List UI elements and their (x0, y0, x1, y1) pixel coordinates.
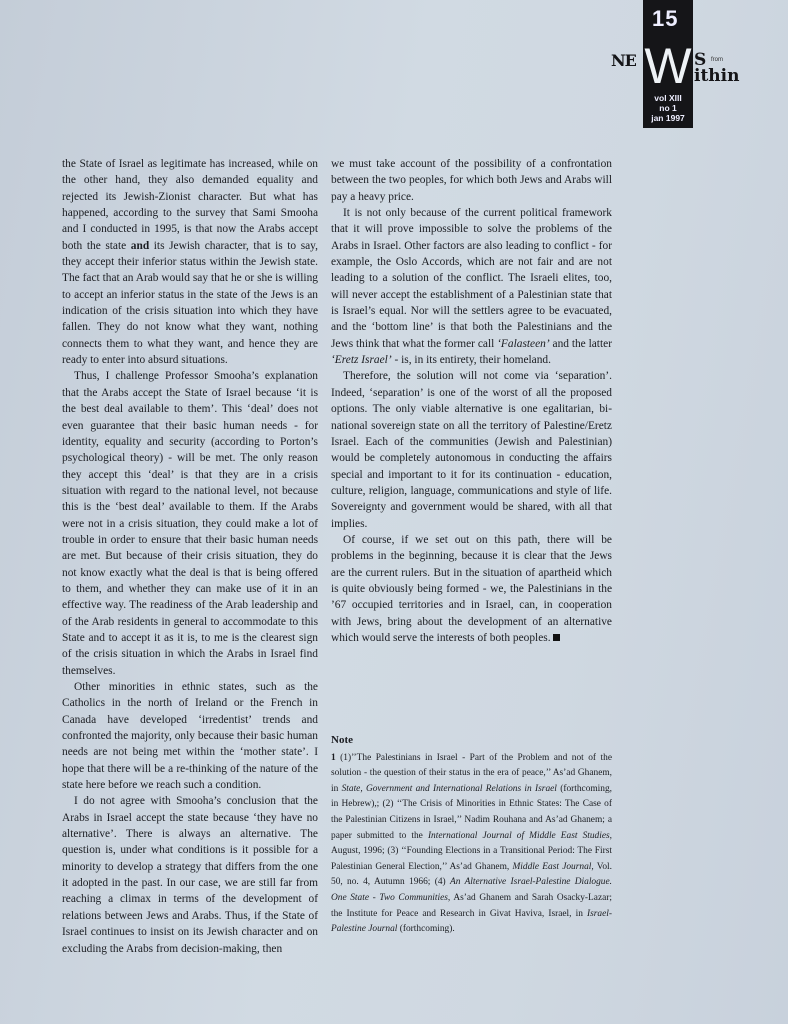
text: It is not only because of the current political framework that it will prove impossible to solve the problems of the Arabs in Israel. Other factors are also leading to conflict - for example, the Oslo Accords, which are not fair and are not leading to a solution of the conflict. The Israeli elites, too, will never accept the establishment of a Palestinian state that is Israel’s equal. Nor will the settlers agree to be evacuated, and the ‘bottom line’ is that both the Palestinians and the Jews think that what the former call (331, 207, 612, 350)
article-column-1 (62, 156, 318, 957)
italic-text: ‘Falasteen’ (497, 337, 550, 350)
paragraph: I do not agree with Smooha’s conclusion that the Arabs in Israel accept the state because ‘they have no alternative’. There is always an alternative. The question is, under what conditions is it possible for a minority to develop a strategy that differs from the one it adopted in the past. In our case, we are still far from reaching a climax in terms of the development of relations between Jews and Arabs. Thus, if the State of Israel continues to insist on its Jewish character and on excluding the Arabs from decision-making, then (62, 795, 318, 955)
paragraph: Therefore, the solution will not come via ‘separation’. Indeed, ‘separation’ is one of the worst of all the proposed options. The only viable alternative is one egalitarian, bi-national sovereign state on all the territory of Palestine/Eretz Israel. Each of the communities (Jewish and Palestinian) would be completely autonomous in conducting the affairs special and important to it for its continuation - education, culture, religion, language, communications and style of life. Sovereignty and government would be shared, with all that implies. (331, 370, 612, 530)
bold-text: and (130, 239, 150, 252)
note-citation-title: International Journal of Middle East Studies (427, 830, 610, 841)
note-text: (1)’’The Palestinians in Israel - Part of the Problem and not of the solution - the question of their status in the era of peace,’’ As’ad Ghanem, in (331, 752, 612, 794)
note-citation-title: An Alternative Israel-Palestine Dialogue. One State - Two Communities (331, 877, 613, 903)
logo-w: W (644, 38, 692, 94)
paragraph (62, 156, 318, 368)
footnote (331, 733, 612, 938)
note-text: , August, 1996; (3) ‘‘Founding Elections in a Transitional Period: The First Palestinian General Election,’’ As’ad Ghanem, (331, 830, 612, 872)
logo-s: S (694, 50, 707, 70)
logo-ithin: ithin (694, 66, 740, 86)
note-text: , Vol. 50, no. 4, Autumn 1966; (4) (331, 861, 612, 888)
note-text: (forthcoming, in Hebrew),; (2) ‘‘The Crisis of Minorities in Ethnic States: The Case of the Palestinian Citizens in Israel,’’ Nadim Rouhana and As’ad Ghanem; a paper submitted to the (331, 783, 613, 841)
note-title: Note (331, 734, 353, 746)
note-citation-title: Israel-Palestine Journal (331, 908, 612, 935)
paragraph (331, 205, 612, 368)
note-text: (forthcoming). (397, 924, 455, 935)
note-body (331, 751, 612, 938)
text: the State of Israel as legitimate has increased, while on the other hand, they also demanded equality and rejected its Jewish-Zionist character. But what has happened, according to the survey that Sami Smooha and I conducted in 1995, is that now the Arabs accept both the state (62, 158, 318, 252)
note-text: , As’ad Ghanem and Sarah Osacky-Lazar; the Institute for Peace and Research in Givat Haviva, Israel, in (331, 892, 612, 919)
note-citation-title: Middle East Journal (512, 861, 592, 872)
issue-info (643, 93, 693, 123)
note-citation-title: State, Government and International Relations in Israel (341, 783, 557, 794)
article-column-2 (331, 156, 612, 646)
paragraph: Other minorities in ethnic states, such as the Catholics in the north of Ireland or the French in Canada have developed ‘irredentist’ trends and confronted the majority, only because their basic human needs are not being met within the ‘mother state’. I hope that there will be a re-thinking of the nature of the state here before we reach such a condition. (62, 681, 318, 792)
logo-ne: NE (611, 51, 636, 70)
note-number: 1 (331, 752, 336, 763)
issue-number: no 1 (659, 103, 677, 113)
text: - is, in its entirety, their homeland. (391, 354, 551, 367)
end-of-article-mark (553, 634, 560, 641)
italic-text: ‘Eretz Israel’ (331, 354, 392, 367)
paragraph (331, 532, 612, 646)
issue-date: jan 1997 (651, 113, 685, 123)
text: Of course, if we set out on this path, there will be problems in the beginning, because it is clear that the Jews are the current rulers. But in the situation of apartheid which is quite obviously being formed - we, the Palestinians in the ’67 occupied territories and in Israel, can, in cooperation with Jews, bring about the development of an alternative which would serve the interests of both peoples. (331, 533, 612, 644)
volume: vol XIII (654, 93, 682, 103)
page-number: 15 (652, 6, 679, 31)
text: and the latter (549, 337, 612, 350)
paragraph: Thus, I challenge Professor Smooha’s explanation that the Arabs accept the State of Israel because ‘it is the best deal available to them’. This ‘deal’ does not even guarantee that their basic human needs - for identity, equality and security (according to Porton’s psychological theory) - will be met. The only reason they accept this ‘deal’ is that they are in a crisis situation with regard to the national level, not because this is the ‘best deal’ available to them. If the Arabs were not in a crisis situation, they could make a lot of trouble in order to ensure that their basic human needs are met. But because of their crisis situation, they do not know exactly what the deal is that is being offered to them, and whether they can make use of it in an effective way. The readiness of the Arab leadership and of the Arab residents in general to accommodate to this State and to accept it as it is, to me is the clearest sign of the crisis situation in which the Arabs in Israel find themselves. (62, 370, 318, 677)
logo-from: from (711, 57, 723, 63)
paragraph: we must take account of the possibility of a confrontation between the two peoples, for which both Jews and Arabs will pay a heavy price. (331, 158, 612, 203)
text: its Jewish character, that is to say, they accept their inferior status within the Jewish state. The fact that an Arab would say that he or she is willing to accept an inferior status in the state of the Jews is an indication of the crisis situation into which they have fallen. They do not know what they want, nothing connects them to what they want, and hence they are ready to enter into absurd situations. (62, 239, 318, 367)
